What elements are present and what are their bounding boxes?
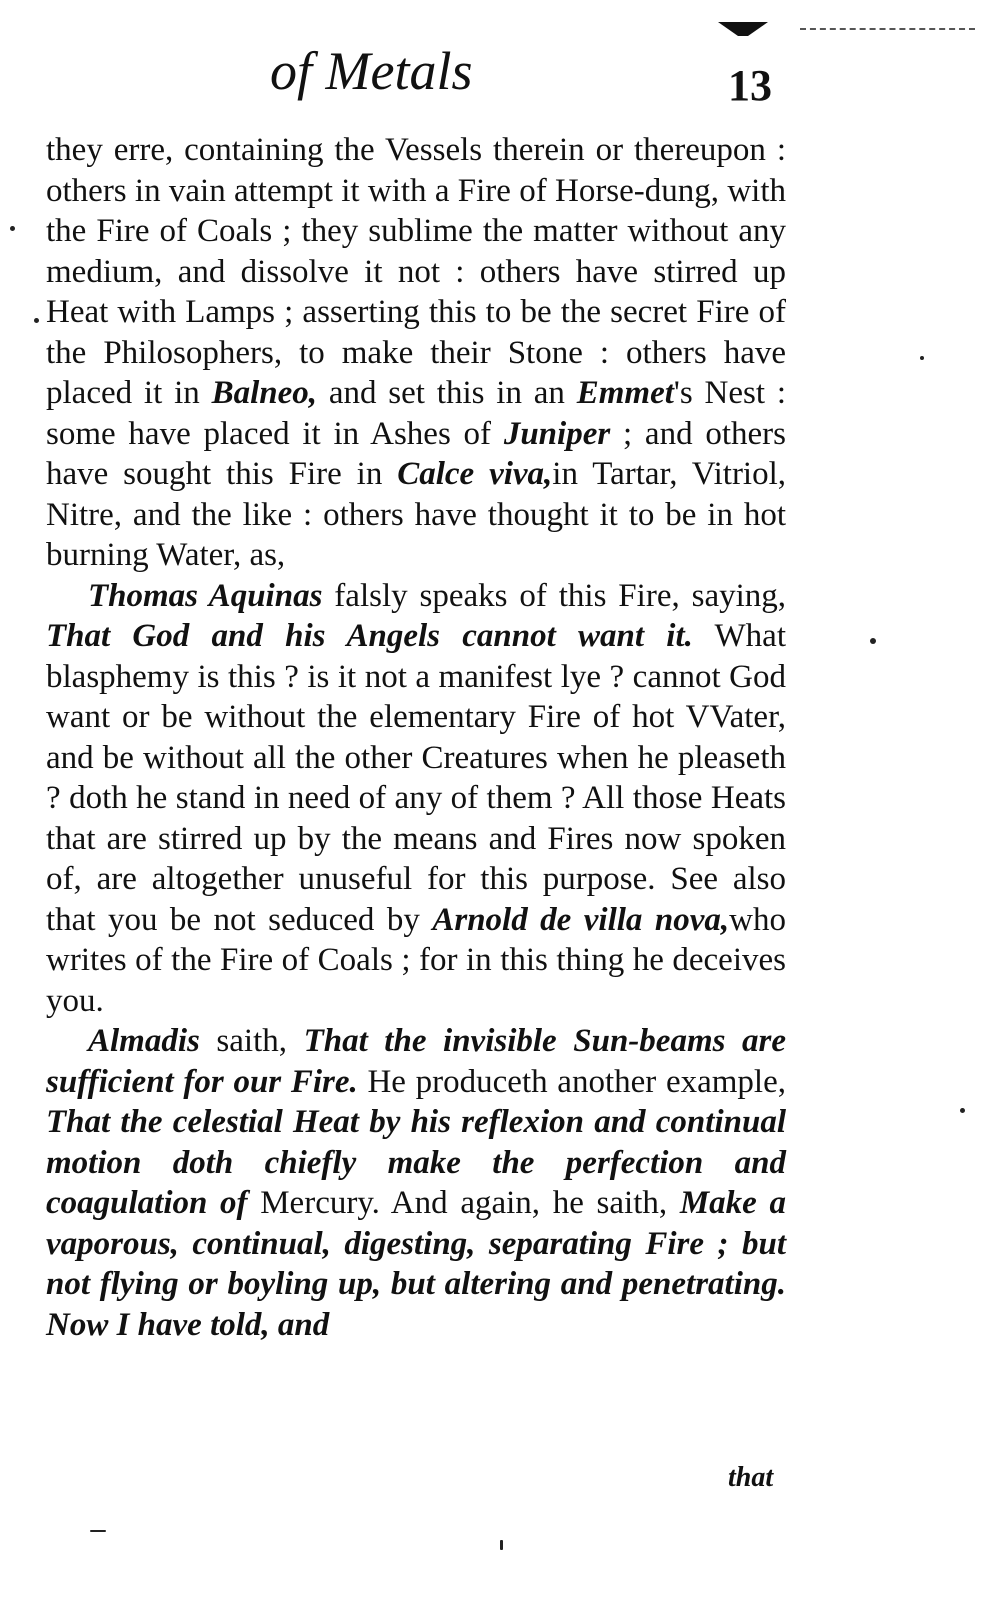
italic-text: Balneo, — [211, 375, 318, 411]
text-run: He produceth another example, — [357, 1063, 786, 1100]
ink-speck — [10, 226, 15, 231]
text-run: 's Nest : some have placed it in Ashes of — [46, 375, 786, 452]
ink-speck — [500, 1540, 503, 1550]
print-mark — [718, 22, 768, 36]
text-run: and set this in an — [317, 375, 577, 411]
text-run: who writes of the Fire of Coals ; for in this thing he deceives you. — [46, 901, 786, 1019]
text-run: ; and others have sought this Fire in — [46, 415, 786, 492]
body-text — [46, 130, 786, 1345]
text-run: in Tartar, Vitriol, Nitre, and the like : others have thought it to be in hot burning Water, as, — [46, 456, 787, 573]
italic-text: Juniper — [503, 415, 611, 452]
ink-speck — [960, 1108, 965, 1113]
italic-text: Almadis — [88, 1023, 200, 1059]
italic-text: That the invisible Sun-beams are sufficient for our Fire. — [46, 1023, 786, 1100]
ink-speck — [34, 318, 39, 323]
catchword: that — [728, 1462, 774, 1493]
ruled-dashes — [800, 28, 975, 30]
text-run: What blasphemy is this ? is it not a manifest lye ? cannot God want or be without the elementary Fire of hot VVater, and be without all the other Creatures when he pleaseth ? doth he stand in need of any of them ? All those Heats that are stirred up by the means and Fires now spoken of, are altogether unuseful for this purpose. See also that you be not seduced by — [46, 618, 786, 938]
ink-speck — [90, 1530, 106, 1532]
text-run: they erre, containing the Vessels therein or thereupon : others in vain attempt it with a Fire of Horse-dung, with the Fire of Coals ; they sublime the matter without any medium, and dissolve it not : others have stirred up Heat with Lamps ; asserting this to be the secret Fire of the Philosophers, to make their Stone : others have placed it in — [46, 132, 786, 411]
italic-text: Thomas Aquinas — [88, 577, 323, 614]
paragraph — [46, 576, 786, 1022]
ink-speck — [870, 638, 876, 644]
text-run: Mercury. And again, he saith, — [247, 1185, 680, 1221]
italic-text: That God and his Angels cannot want it. — [46, 618, 693, 654]
paragraph — [46, 1021, 786, 1345]
running-head-title: of Metals — [270, 41, 473, 101]
italic-text: Calce viva, — [397, 456, 553, 492]
ink-speck — [920, 356, 924, 360]
text-run: falsly speaks of this Fire, saying, — [322, 577, 787, 614]
italic-text: Emmet — [576, 375, 674, 411]
paragraph — [46, 130, 786, 576]
text-run: saith, — [199, 1023, 304, 1059]
italic-text: Arnold de villa nova, — [432, 901, 730, 938]
italic-text: Make a vaporous, continual, digesting, separating Fire ; but not flying or boyling up, but altering and penetrating. Now I have told, and — [46, 1185, 786, 1343]
page-number: 13 — [728, 61, 772, 110]
italic-text: That the celestial Heat by his reflexion and continual motion doth chiefly make the perfection and coagulation of — [46, 1104, 786, 1221]
